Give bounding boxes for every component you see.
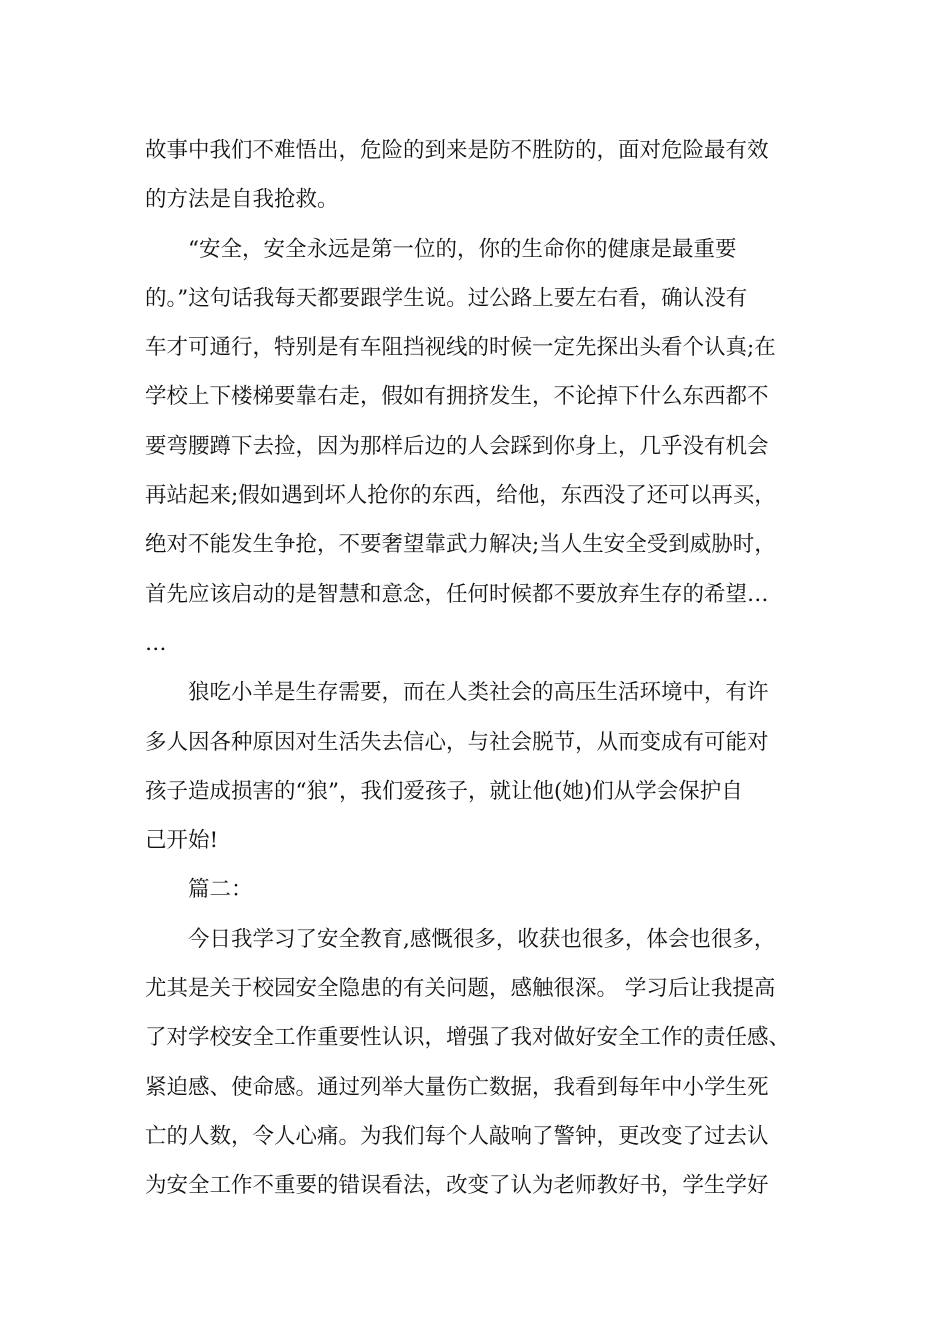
text-line-9: 绝对不能发生争抢，不要奢望靠武力解决;当人生安全受到威胁时，: [145, 532, 776, 558]
text-line-4: 的。”这句话我每天都要跟学生说。过公路上要左右看，确认没有: [145, 285, 748, 311]
text-line-1: 故事中我们不难悟出，危险的到来是防不胜防的，面对危险最有效: [145, 138, 769, 163]
text-line-14: 孩子造成损害的“狼”，我们爱孩子，就让他(她)们从学会保护自: [145, 778, 743, 804]
text-line-13: 多人因各种原因对生活失去信心，与社会脱节，从而变成有可能对: [145, 729, 769, 755]
body-text: [145, 126, 845, 1211]
text-line-22: 为安全工作不重要的错误看法，改变了认为老师教好书，学生学好: [145, 1173, 769, 1199]
text-line-6: 学校上下楼梯要靠右走，假如有拥挤发生，不论掉下什么东西都不: [145, 384, 769, 410]
text-line-21: 亡的人数，令人心痛。为我们每个人敲响了警钟，更改变了过去认: [145, 1123, 769, 1149]
text-line-10: 首先应该启动的是智慧和意念，任何时候都不要放弃生存的希望…: [145, 581, 769, 607]
text-line-19: 了对学校安全工作重要性认识，增强了我对做好安全工作的责任感、: [145, 1025, 791, 1051]
text-line-3: “安全，安全永远是第一位的，你的生命你的健康是最重要: [188, 236, 737, 262]
text-line-8: 再站起来;假如遇到坏人抢你的东西，给他，东西没了还可以再买，: [145, 483, 776, 509]
text-line-17: 今日我学习了安全教育,感慨很多，收获也很多，体会也很多，: [188, 926, 776, 952]
text-line-5: 车才可通行，特别是有车阻挡视线的时候一定先探出头看个认真;在: [145, 335, 776, 361]
text-line-18: 尤其是关于校园安全隐患的有关问题，感触很深。 学习后让我提高: [145, 976, 776, 1002]
text-line-15: 己开始!: [145, 828, 219, 854]
text-line-11: …: [145, 630, 167, 656]
text-line-7: 要弯腰蹲下去捡，因为那样后边的人会踩到你身上，几乎没有机会: [145, 433, 769, 459]
section-heading: 篇二：: [188, 877, 253, 903]
text-line-12: 狼吃小羊是生存需要，而在人类社会的高压生活环境中，有许: [188, 680, 769, 706]
text-line-20: 紧迫感、使命感。通过列举大量伤亡数据，我看到每年中小学生死: [145, 1074, 769, 1100]
text-line-2: 的方法是自我抢救。: [145, 187, 339, 213]
